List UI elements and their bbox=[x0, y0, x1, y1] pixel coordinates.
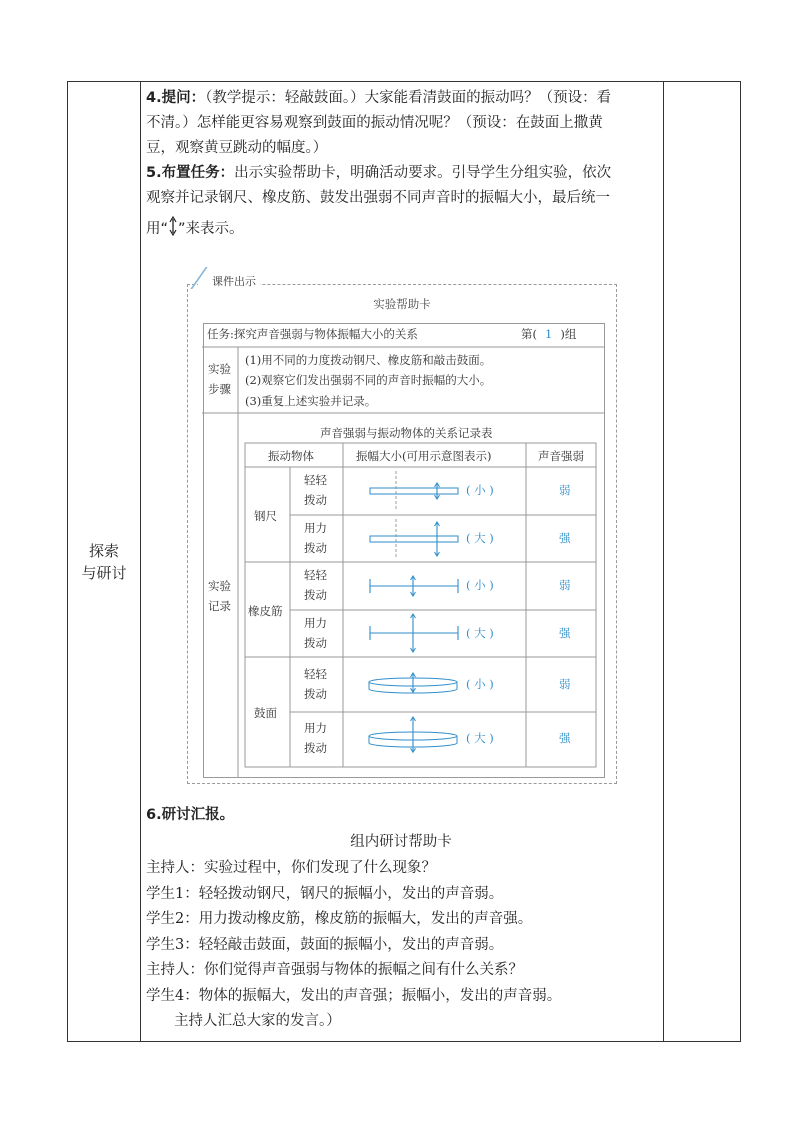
discussion-card-title: 组内研讨帮助卡 bbox=[350, 834, 452, 850]
group-value: 1 bbox=[545, 327, 553, 341]
paragraph-4 bbox=[146, 86, 662, 111]
amplitude-value: ( 小 ) bbox=[466, 483, 494, 497]
action-label: 用力 bbox=[304, 520, 327, 535]
record-label: 记录 bbox=[208, 599, 231, 613]
paragraph-heading: 5.布置任务： bbox=[146, 165, 235, 181]
discussion-section bbox=[146, 803, 656, 1035]
record-table-title: 声音强弱与振动物体的关系记录表 bbox=[320, 426, 493, 440]
strength-value: 弱 bbox=[559, 578, 571, 592]
paragraph-text bbox=[146, 216, 662, 242]
paragraph-text: ”来表示。 bbox=[178, 221, 244, 237]
column-header: 振动物体 bbox=[268, 449, 314, 463]
strength-value: 弱 bbox=[559, 676, 571, 691]
discussion-line: 学生1：轻轻拨动钢尺，钢尺的振幅小，发出的声音弱。 bbox=[146, 885, 504, 902]
paragraph-text: （教学提示：轻敲鼓面。）大家能看清鼓面的振动吗？（预设：看 bbox=[205, 90, 612, 106]
discussion-heading: 6.研讨汇报。 bbox=[146, 807, 235, 823]
step-item: (2)观察它们发出强弱不同的声音时振幅的大小。 bbox=[245, 373, 492, 387]
paragraph-text: 豆，观察黄豆跳动的幅度。） bbox=[146, 140, 328, 156]
discussion-lines bbox=[146, 856, 656, 1035]
card-title: 实验帮助卡 bbox=[373, 297, 431, 311]
column-divider bbox=[663, 82, 664, 1041]
section-label bbox=[68, 540, 140, 584]
record-label: 实验 bbox=[208, 579, 231, 593]
column-header: 声音强弱 bbox=[538, 449, 584, 463]
paragraph-text: 用“ bbox=[146, 221, 169, 237]
action-label: 拨动 bbox=[304, 741, 327, 755]
strength-value: 强 bbox=[559, 731, 571, 745]
object-label: 橡皮筋 bbox=[248, 604, 283, 618]
column-header: 振幅大小(可用示意图表示) bbox=[356, 449, 492, 463]
action-label: 拨动 bbox=[304, 588, 327, 602]
section-label-line: 探索 bbox=[88, 542, 119, 560]
task-line bbox=[207, 326, 418, 342]
action-label: 轻轻 bbox=[304, 568, 327, 582]
strength-value: 强 bbox=[559, 625, 571, 640]
action-label: 拨动 bbox=[304, 686, 327, 701]
amplitude-value: ( 小 ) bbox=[466, 578, 494, 592]
discussion-line: 学生2：用力拨动橡皮筋，橡皮筋的振幅大，发出的声音强。 bbox=[146, 911, 533, 927]
group-number bbox=[521, 326, 576, 342]
action-label: 拨动 bbox=[304, 635, 327, 650]
amplitude-value: ( 大 ) bbox=[466, 625, 494, 640]
strength-value: 强 bbox=[559, 530, 571, 545]
amplitude-value: ( 大 ) bbox=[466, 731, 494, 745]
arrow-symbol-icon bbox=[168, 216, 178, 236]
steps-label: 实验 bbox=[208, 362, 231, 376]
discussion-line: 主持人汇总大家的发言。） bbox=[174, 1013, 341, 1029]
discussion-line: 主持人：你们觉得声音强弱与物体的振幅之间有什么关系？ bbox=[146, 962, 523, 978]
discussion-line: 学生3：轻轻敲击鼓面，鼓面的振幅小，发出的声音弱。 bbox=[146, 936, 504, 953]
action-label: 用力 bbox=[304, 721, 327, 735]
task-label: 任务: bbox=[207, 327, 234, 341]
action-label: 拨动 bbox=[304, 493, 327, 507]
group-prefix: 第( bbox=[521, 327, 537, 341]
strength-value: 弱 bbox=[559, 483, 571, 497]
action-label: 用力 bbox=[304, 615, 327, 630]
paragraph-heading: 4.提问： bbox=[146, 90, 206, 106]
content-cell bbox=[146, 86, 662, 242]
paragraph-text: 出示实验帮助卡，明确活动要求。引导学生分组实验，依次 bbox=[234, 165, 612, 181]
discussion-line: 主持人：实验过程中，你们发现了什么现象？ bbox=[146, 860, 436, 876]
paragraph-text: 观察并记录钢尺、橡皮筋、鼓发出强弱不同声音时的振幅大小，最后统一 bbox=[146, 190, 610, 206]
action-label: 拨动 bbox=[304, 540, 327, 555]
group-suffix: )组 bbox=[560, 327, 577, 341]
task-text: 探究声音强弱与物体振幅大小的关系 bbox=[233, 327, 418, 341]
steps-label: 步骤 bbox=[208, 382, 231, 396]
action-label: 轻轻 bbox=[304, 473, 327, 487]
action-label: 轻轻 bbox=[304, 666, 327, 681]
amplitude-value: ( 小 ) bbox=[466, 676, 494, 691]
section-label-line: 与研讨 bbox=[81, 564, 127, 582]
card-tag bbox=[198, 273, 260, 289]
step-item: (3)重复上述实验并记录。 bbox=[245, 394, 377, 408]
amplitude-value: ( 大 ) bbox=[466, 530, 494, 545]
card-tag-text: 课件出示 bbox=[212, 275, 256, 288]
object-label: 鼓面 bbox=[254, 706, 277, 720]
object-label: 钢尺 bbox=[254, 509, 277, 523]
paragraph-text: 不清。）怎样能更容易观察到鼓面的振动情况呢？（预设：在鼓面上撒黄 bbox=[146, 115, 603, 131]
paragraph-5 bbox=[146, 161, 662, 186]
column-divider bbox=[140, 82, 141, 1041]
step-item: (1)用不同的力度拨动钢尺、橡皮筋和敲击鼓面。 bbox=[245, 353, 492, 367]
discussion-line: 学生4：物体的振幅大，发出的声音强；振幅小，发出的声音弱。 bbox=[146, 987, 562, 1004]
